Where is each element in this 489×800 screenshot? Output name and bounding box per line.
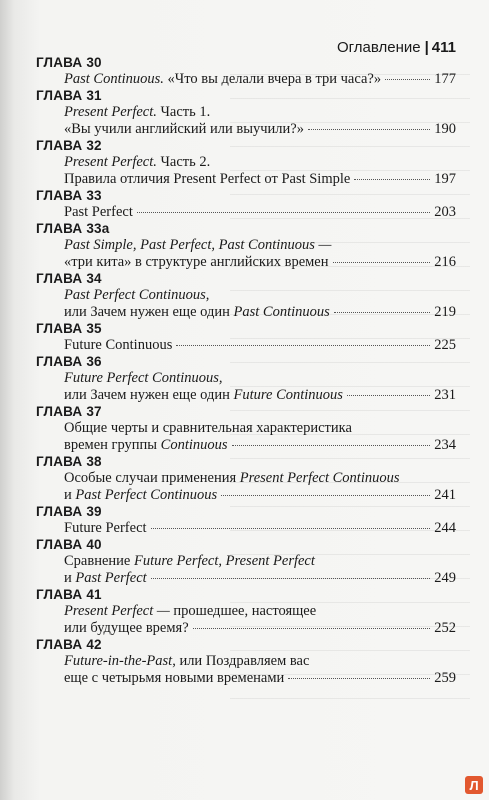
chapter-entry-last-line: [64, 437, 456, 454]
chapter-subtitle-line: Future Perfect Continuous,: [64, 370, 223, 386]
toc-chapter[interactable]: [36, 321, 456, 354]
dot-leader: [232, 445, 431, 446]
chapter-entry-last-line: [64, 337, 456, 354]
chapter-subtitle-line: Сравнение Future Perfect, Present Perfect: [64, 553, 315, 569]
toc-chapter[interactable]: [36, 88, 456, 138]
chapter-subtitle-line: еще с четырьмя новыми временами: [64, 670, 285, 686]
chapter-title: ГЛАВА 33a: [36, 221, 110, 236]
logo-letter: Л: [469, 777, 479, 793]
dot-leader: [334, 312, 430, 313]
toc-chapter[interactable]: [36, 138, 456, 188]
chapter-page-number: 225: [434, 337, 456, 353]
chapter-page-number: 231: [434, 387, 456, 403]
dot-leader: [137, 212, 430, 213]
dot-leader: [151, 528, 431, 529]
dot-leader: [176, 345, 430, 346]
dot-leader: [221, 495, 430, 496]
table-of-contents: [36, 55, 456, 687]
chapter-subtitle-line: или Зачем нужен еще один Future Continuous: [64, 387, 343, 403]
chapter-entry: [36, 653, 456, 687]
dot-leader: [193, 628, 431, 629]
chapter-title: ГЛАВА 35: [36, 321, 102, 336]
chapter-title: ГЛАВА 38: [36, 454, 102, 469]
chapter-title: ГЛАВА 42: [36, 637, 102, 652]
toc-chapter[interactable]: [36, 221, 456, 271]
chapter-entry: [36, 420, 456, 454]
chapter-subtitle-line: Общие черты и сравнительная характеристика: [64, 420, 352, 436]
chapter-entry-last-line: [64, 487, 456, 504]
chapter-subtitle-line: «Вы учили английский или выучили?»: [64, 121, 304, 137]
chapter-entry: [36, 553, 456, 587]
chapter-entry-last-line: [64, 171, 456, 188]
chapter-page-number: 203: [434, 204, 456, 220]
chapter-entry: [36, 337, 456, 354]
chapter-title: ГЛАВА 41: [36, 587, 102, 602]
toc-chapter[interactable]: [36, 55, 456, 88]
running-header: [337, 39, 456, 56]
chapter-title: ГЛАВА 37: [36, 404, 102, 419]
chapter-entry: [36, 237, 456, 271]
publisher-logo-icon: [465, 776, 483, 794]
chapter-subtitle-line: и Past Perfect Continuous: [64, 487, 218, 503]
chapter-entry: [36, 470, 456, 504]
chapter-subtitle-line: или Зачем нужен еще один Past Continuous: [64, 304, 330, 320]
chapter-entry: [36, 104, 456, 138]
chapter-subtitle-line: Future Perfect: [64, 520, 147, 536]
chapter-entry: [36, 603, 456, 637]
chapter-page-number: 234: [434, 437, 456, 453]
chapter-entry-last-line: [64, 121, 456, 138]
dot-leader: [385, 79, 430, 80]
dot-leader: [151, 578, 431, 579]
header-separator: |: [424, 39, 429, 56]
chapter-subtitle-line: Future Continuous: [64, 337, 173, 353]
chapter-page-number: 249: [434, 570, 456, 586]
dot-leader: [347, 395, 430, 396]
chapter-page-number: 219: [434, 304, 456, 320]
chapter-subtitle-line: Present Perfect. Часть 2.: [64, 154, 211, 170]
chapter-page-number: 197: [434, 171, 456, 187]
chapter-title: ГЛАВА 36: [36, 354, 102, 369]
dot-leader: [308, 129, 430, 130]
chapter-subtitle-line: Present Perfect. Часть 1.: [64, 104, 211, 120]
chapter-title: ГЛАВА 30: [36, 55, 102, 70]
chapter-page-number: 252: [434, 620, 456, 636]
toc-chapter[interactable]: [36, 188, 456, 221]
chapter-subtitle-line: или будущее время?: [64, 620, 189, 636]
toc-chapter[interactable]: [36, 504, 456, 537]
chapter-entry: [36, 370, 456, 404]
toc-chapter[interactable]: [36, 454, 456, 504]
chapter-page-number: 177: [434, 71, 456, 87]
chapter-entry: [36, 154, 456, 188]
section-name: Оглавление: [336, 39, 421, 56]
chapter-title: ГЛАВА 31: [36, 88, 102, 103]
toc-chapter[interactable]: [36, 537, 456, 587]
dot-leader: [333, 262, 431, 263]
chapter-entry-last-line: [64, 620, 456, 637]
dot-leader: [354, 179, 430, 180]
chapter-subtitle-line: Past Continuous. «Что вы делали вчера в три часа?»: [64, 71, 382, 87]
chapter-subtitle-line: Present Perfect — прошедшее, настоящее: [64, 603, 317, 619]
chapter-page-number: 241: [434, 487, 456, 503]
chapter-entry: [36, 204, 456, 221]
chapter-subtitle-line: Past Simple, Past Perfect, Past Continuous —: [64, 237, 332, 253]
chapter-entry-last-line: [64, 71, 456, 88]
page-number: 411: [431, 39, 456, 56]
chapter-subtitle-line: Past Perfect Continuous,: [64, 287, 210, 303]
chapter-title: ГЛАВА 33: [36, 188, 102, 203]
chapter-subtitle-line: «три кита» в структуре английских времен: [64, 254, 329, 270]
toc-chapter[interactable]: [36, 587, 456, 637]
chapter-subtitle-line: времен группы Continuous: [64, 437, 228, 453]
chapter-title: ГЛАВА 39: [36, 504, 102, 519]
chapter-title: ГЛАВА 34: [36, 271, 102, 286]
dot-leader: [288, 678, 430, 679]
chapter-subtitle-line: Особые случаи применения Present Perfect Continuous: [64, 470, 400, 486]
chapter-entry-last-line: [64, 304, 456, 321]
chapter-entry-last-line: [64, 570, 456, 587]
chapter-entry-last-line: [64, 520, 456, 537]
chapter-entry-last-line: [64, 204, 456, 221]
toc-chapter[interactable]: [36, 637, 456, 687]
chapter-subtitle-line: Past Perfect: [64, 204, 133, 220]
chapter-entry-last-line: [64, 254, 456, 271]
chapter-subtitle-line: Future-in-the-Past, или Поздравляем вас: [64, 653, 310, 669]
chapter-page-number: 216: [434, 254, 456, 270]
chapter-entry: [36, 287, 456, 321]
chapter-title: ГЛАВА 40: [36, 537, 102, 552]
chapter-entry: [36, 71, 456, 88]
toc-chapter[interactable]: [36, 354, 456, 404]
chapter-entry: [36, 520, 456, 537]
chapter-page-number: 244: [434, 520, 456, 536]
chapter-title: ГЛАВА 32: [36, 138, 102, 153]
toc-chapter[interactable]: [36, 271, 456, 321]
chapter-page-number: 259: [434, 670, 456, 686]
chapter-entry-last-line: [64, 670, 456, 687]
toc-chapter[interactable]: [36, 404, 456, 454]
chapter-entry-last-line: [64, 387, 456, 404]
chapter-subtitle-line: Правила отличия Present Perfect от Past Simple: [64, 171, 351, 187]
chapter-page-number: 190: [434, 121, 456, 137]
chapter-subtitle-line: и Past Perfect: [64, 570, 147, 586]
